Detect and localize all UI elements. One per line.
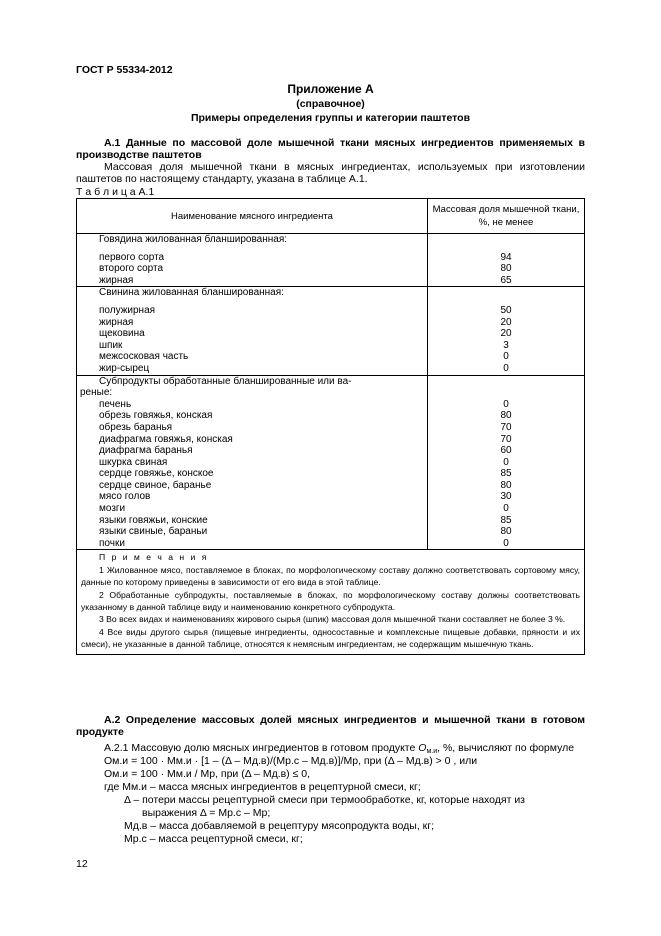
symbol-om: О <box>418 742 427 754</box>
table-row <box>77 491 585 503</box>
row-value: 80 <box>428 480 585 492</box>
row-value: 70 <box>428 434 585 446</box>
group-title-cont: реные: <box>77 387 428 399</box>
table-row <box>77 328 585 340</box>
table-row <box>77 422 585 434</box>
table-row <box>77 340 585 352</box>
row-value: 65 <box>428 275 585 287</box>
row-value: 85 <box>428 468 585 480</box>
row-value: 0 <box>428 351 585 363</box>
paragraph-a21-end: , %, вычисляют по формуле <box>437 742 575 754</box>
section-a1-intro: Массовая доля мышечной ткани в мясных ингредиентах, используемых при изготовлении паштетов по настоящему стандарту, указана в таблице А.1. <box>76 161 585 185</box>
table-row <box>77 305 585 317</box>
table-notes <box>77 550 585 654</box>
table-row <box>77 275 585 287</box>
formula-1: Oм.и = 100 · Mм.и · [1 – (Δ – Mд.в)/(Mр.с – Mд.в)]/Mр, при (Δ – Mд.в) > 0 , или <box>104 755 478 767</box>
row-name: обрезь баранья <box>77 422 428 434</box>
col-header-ingredient: Наименование мясного ингредиента <box>77 199 428 234</box>
row-name: сердце говяжье, конское <box>77 468 428 480</box>
row-value: 94 <box>428 252 585 264</box>
table-row <box>77 538 585 550</box>
table-row <box>77 526 585 538</box>
appendix-kind: (справочное) <box>296 98 365 110</box>
table-a1 <box>76 198 585 655</box>
row-value: 0 <box>428 399 585 411</box>
row-value: 20 <box>428 328 585 340</box>
row-name: второго сорта <box>77 263 428 275</box>
row-name: шпик <box>77 340 428 352</box>
table-row <box>77 468 585 480</box>
row-name: первого сорта <box>77 252 428 264</box>
row-name: межсосковая часть <box>77 351 428 363</box>
row-value: 80 <box>428 526 585 538</box>
row-value: 80 <box>428 263 585 275</box>
table-row <box>77 457 585 469</box>
group-title: Свинина жилованная бланшированная: <box>77 287 428 299</box>
notes-heading: П р и м е ч а н и я <box>99 552 209 563</box>
formula-2: Oм.и = 100 · Mм.и / Mр, при (Δ – Mд.в) ≤ 0, <box>104 768 311 780</box>
row-value: 80 <box>428 410 585 422</box>
row-name: полужирная <box>77 305 428 317</box>
table-row <box>77 317 585 329</box>
group-title: Говядина жилованная бланшированная: <box>77 234 428 246</box>
row-value: 70 <box>428 422 585 434</box>
mrs-definition: Mр.с – масса рецептурной смеси, кг; <box>124 833 303 845</box>
document-code: ГОСТ Р 55334-2012 <box>76 64 173 76</box>
table-row <box>77 252 585 264</box>
note-item: 3 Во всех видах и наименованиях жирового сырья (шпик) массовая доля мышечной ткани составляет не более 3 %. <box>99 614 566 625</box>
row-value: 0 <box>428 503 585 515</box>
note-item: 2 Обработанные субпродукты, поставляемые в блоках, по морфологическому составу должны соответствовать указанному в данной таблице виду и наименованию конкретного субпродукта. <box>81 589 580 613</box>
row-value: 0 <box>428 363 585 375</box>
row-value: 85 <box>428 515 585 527</box>
mdv-definition: Mд.в – масса добавляемой в рецептуру мясопродукта воды, кг; <box>124 820 435 832</box>
row-value: 0 <box>428 457 585 469</box>
symbol-om-sub: м.и <box>426 748 438 755</box>
section-a1-heading: А.1 Данные по массовой доле мышечной ткани мясных ингредиентов применяемых в производстве паштетов <box>76 137 585 161</box>
row-value: 30 <box>428 491 585 503</box>
row-name: диафрагма говяжья, конская <box>77 434 428 446</box>
row-name: жирная <box>77 317 428 329</box>
group-title: Субпродукты обработанные бланшированные или ва- <box>77 375 428 387</box>
delta-definition: Δ – потери массы рецептурной смеси при термообработке, кг, которые находят из <box>124 794 525 806</box>
table-row <box>77 434 585 446</box>
row-name: почки <box>77 538 428 550</box>
row-name: щековина <box>77 328 428 340</box>
table-row <box>77 515 585 527</box>
table-row <box>77 480 585 492</box>
appendix-title: Приложение А <box>287 82 374 96</box>
row-name: шкурка свиная <box>77 457 428 469</box>
table-caption: Т а б л и ц а А.1 <box>76 186 155 198</box>
row-value: 3 <box>428 340 585 352</box>
table-row <box>77 351 585 363</box>
note-item: 4 Все виды другого сырья (пищевые ингредиенты, односоставные и комплексные пищевые добавки, пряности и их смеси), не указанные в данной таблице, относятся к немясным ингредиентам, не содержащим мышечную ткань. <box>81 626 580 650</box>
table-row <box>77 363 585 375</box>
row-name: языки свиные, бараньи <box>77 526 428 538</box>
row-name: мозги <box>77 503 428 515</box>
table-header-row <box>77 199 585 234</box>
row-name: языки говяжьи, конские <box>77 515 428 527</box>
row-name: диафрагма баранья <box>77 445 428 457</box>
delta-expression: выражения Δ = Mр.с – Mр; <box>142 807 271 819</box>
appendix-subtitle: Примеры определения группы и категории паштетов <box>190 112 471 124</box>
row-value: 50 <box>428 305 585 317</box>
col-header-share <box>428 199 585 234</box>
table-row <box>77 445 585 457</box>
note-item: 1 Жилованное мясо, поставляемое в блоках, по морфологическому составу должно соответствовать сортовому мясу, данные по которому приведены в зависимости от его вида в этой таблице. <box>81 564 580 588</box>
table-row <box>77 263 585 275</box>
col-header-share-text: Массовая доля мышечной ткани, %, не менее <box>432 204 580 228</box>
table-row <box>77 503 585 515</box>
row-name: обрезь говяжья, конская <box>77 410 428 422</box>
row-name: жирная <box>77 275 428 287</box>
row-value: 60 <box>428 445 585 457</box>
row-value: 20 <box>428 317 585 329</box>
row-name: печень <box>77 399 428 411</box>
row-value: 0 <box>428 538 585 550</box>
where-mmi: где Mм.и – масса мясных ингредиентов в рецептурной смеси, кг; <box>104 781 421 793</box>
table-row <box>77 399 585 411</box>
paragraph-a21 <box>104 742 574 754</box>
section-a2-heading: А.2 Определение массовых долей мясных ингредиентов и мышечной ткани в готовом продукте <box>76 714 585 738</box>
row-name: мясо голов <box>77 491 428 503</box>
paragraph-a21-start: А.2.1 Массовую долю мясных ингредиентов в готовом продукте <box>104 742 416 754</box>
page-number: 12 <box>76 858 88 870</box>
row-name: сердце свиное, баранье <box>77 480 428 492</box>
row-name: жир-сырец <box>77 363 428 375</box>
table-row <box>77 410 585 422</box>
